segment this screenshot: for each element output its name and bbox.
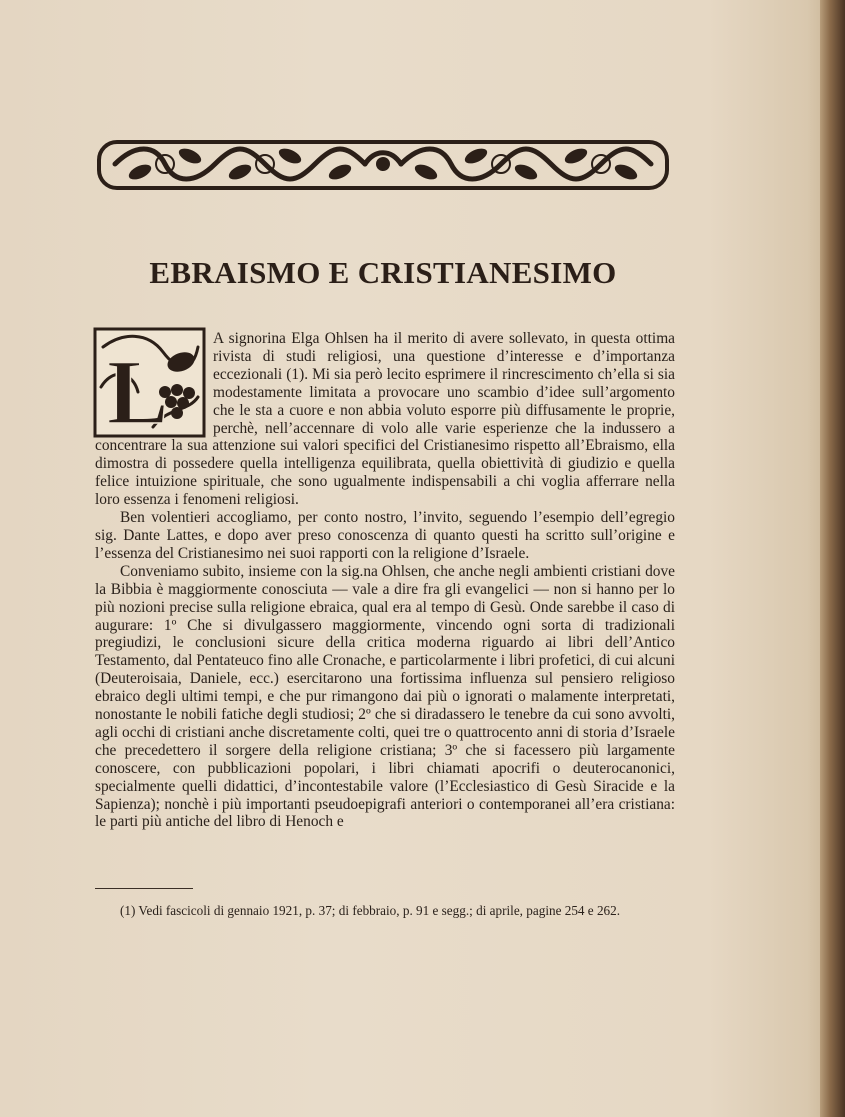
paragraph-3: Conveniamo subito, insieme con la sig.na Ohlsen, che anche negli ambienti cristiani dove la Bibbia è maggiormente conosciuta — vale a dire fra gli evangelici — non si hanno per lo più nozioni precise sulla religione ebraica, qual era al tempo di Gesù. Onde sarebbe il caso di augurare: 1º Che si divulgassero maggiormente, vincendo ogni sorta di tradizionali pregiudizi, le conclusioni sicure della critica moderna riguardo ai libri dell’Antico Testamento, dal Pentateuco fino alle Cronache, e particolarmente i libri profetici, di cui alcuni (Deuteroisaia, Daniele, ecc.) esercitarono una fortissima influenza sul pensiero religioso ebraico degli ultimi tempi, e che pur rimangono dai più o ignorati o malamente interpretati, nonostante le nobili fatiche degli studiosi; 2º che si diradassero le tenebre da cui sono avvolti, agli occhi di cristiani anche discretamente colti, quei tre o quattrocento anni di storia d’Israele che precedettero il sorgere della religione cristiana; 3º che si facessero più largamente conoscere, con pubblicazioni popolari, i libri chiamati apocrifi o deuterocanonici, specialmente quelli didattici, d’incontestabile valore (l’Ecclesiastico di Gesù Siracide e la Sapienza); nonchè i più importanti pseudoepigrafi anteriori o contemporanei all’era cristiana: le parti più antiche del libro di Henoch e xyxy=(95,562,675,831)
paragraph-2: Ben volentieri accogliamo, per conto nostro, l’invito, seguendo l’esempio dell’egregio sig. Dante Lattes, e dopo aver preso conoscenza di quanto questi ha scritto sull’origine e l’essenza del Cristianesimo nei suoi rapporti con la religione d’Israele. xyxy=(95,509,675,562)
page-title: EBRAISMO E CRISTIANESIMO xyxy=(149,255,617,290)
page-edge xyxy=(820,0,845,1117)
paragraph-1: A signorina Elga Ohlsen ha il merito di avere sollevato, in questa ottima rivista di studi religiosi, una questione d’interesse e d’importanza eccezionali (1). Mi sia però lecito esprimere il rincrescimento ch’ella si sia modestamente limitata a provocare uno scambio d’idee sull’argomento che le sta a cuore e non abbia voluto esporre più diffusamente le proprie, perchè, nell’accennare di volo alle varie esperienze che la indussero a concentrare la sua attenzione sui valori specifici del Cristianesimo rispetto all’Ebraismo, ella dimostra di possedere quella intelligenza equilibrata, quella obiettività di giudizio e quella felice intuizione spirituale, che sono ugualmente indispensabili a chi voglia afferrare nella loro essenza i fenomeni religiosi. xyxy=(95,330,675,509)
article-body xyxy=(95,330,675,831)
dropcap-space xyxy=(95,330,213,437)
dropcap-letter: L xyxy=(107,341,169,438)
footnote-divider xyxy=(95,888,193,889)
decorative-headpiece-ornament xyxy=(95,134,671,194)
footnote: (1) Vedi fascicoli di gennaio 1921, p. 37; di febbraio, p. 91 e segg.; di aprile, pagine 254 e 262. xyxy=(120,903,621,918)
